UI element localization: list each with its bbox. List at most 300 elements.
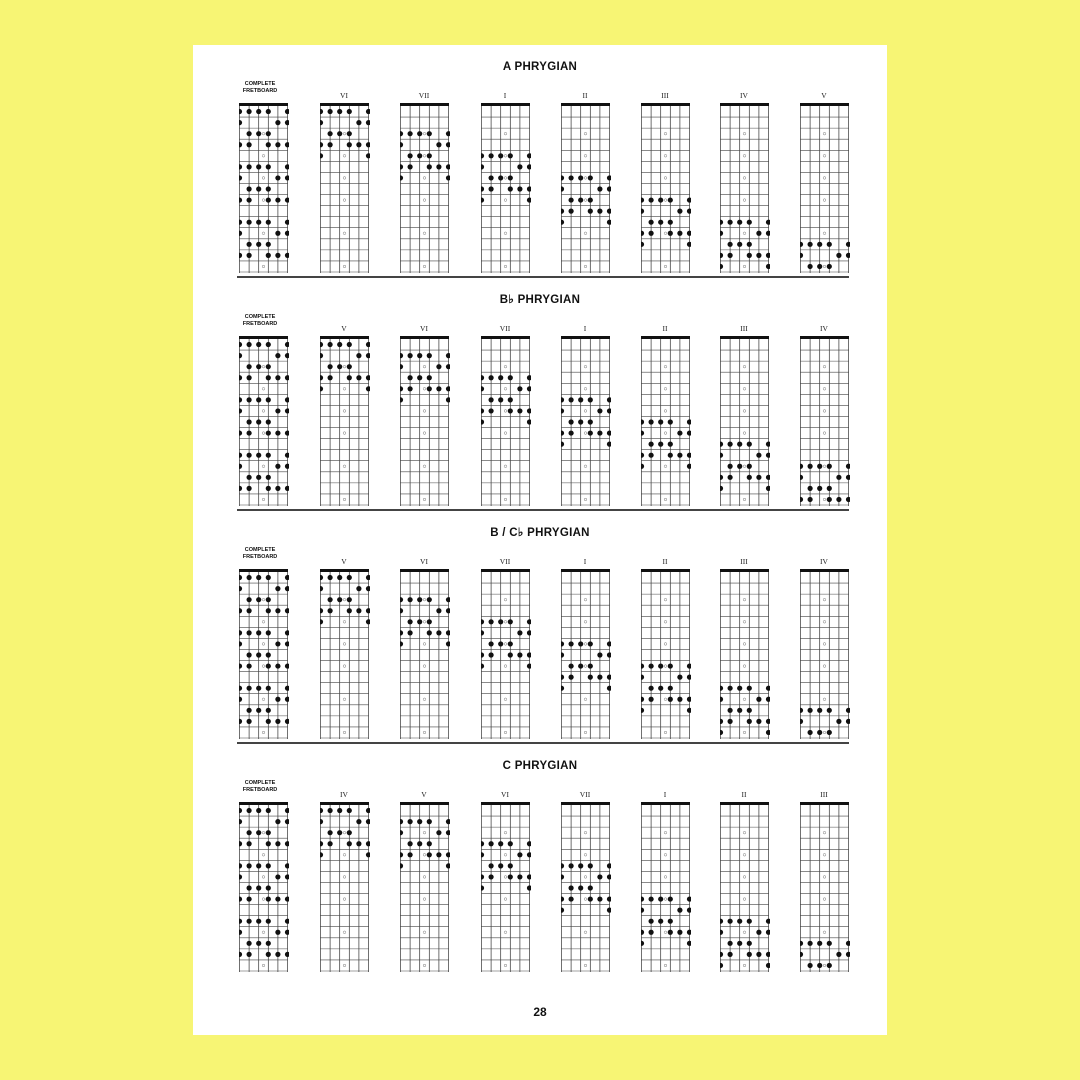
scale-dot — [446, 830, 450, 835]
scale-dot — [578, 197, 583, 202]
scale-dot — [239, 686, 242, 691]
scale-dot — [239, 408, 242, 413]
scale-dot — [256, 575, 261, 580]
scale-dot — [800, 952, 803, 957]
scale-dot — [481, 841, 484, 846]
inlay-marker — [664, 964, 667, 967]
scale-dot — [597, 652, 602, 657]
scale-dot — [366, 586, 370, 591]
scale-dot — [256, 919, 261, 924]
scale-dot — [668, 419, 673, 424]
scale-dot — [808, 497, 813, 502]
scale-dot — [766, 453, 770, 458]
position-numeral: II — [582, 91, 588, 100]
scale-dot — [417, 619, 422, 624]
scale-dot — [247, 863, 252, 868]
inlay-marker — [664, 598, 667, 601]
scale-dot — [527, 419, 531, 424]
scale-dot — [320, 375, 323, 380]
inlay-marker — [423, 731, 426, 734]
scale-dot — [400, 164, 403, 169]
inlay-marker — [664, 731, 667, 734]
scale-dot — [266, 242, 271, 247]
scale-dot — [489, 874, 494, 879]
inlay-marker — [343, 132, 346, 135]
scale-dot — [266, 342, 271, 347]
inlay-marker — [343, 199, 346, 202]
scale-dot — [658, 442, 663, 447]
scale-dot — [256, 109, 261, 114]
inlay-marker — [664, 876, 667, 879]
scale-dot — [266, 475, 271, 480]
scale-dot — [436, 164, 441, 169]
inlay-marker — [823, 177, 826, 180]
scale-dot — [247, 686, 252, 691]
scale-dot — [517, 386, 522, 391]
scale-section — [193, 511, 887, 744]
position-fretboard-diagram — [720, 336, 770, 508]
scale-dot — [239, 175, 242, 180]
scale-dot — [489, 841, 494, 846]
scale-dot — [239, 808, 242, 813]
scale-dot — [846, 719, 850, 724]
scale-dot — [275, 353, 280, 358]
scale-dot — [239, 142, 242, 147]
inlay-marker — [423, 232, 426, 235]
scale-dot — [285, 697, 289, 702]
inlay-marker — [743, 465, 746, 468]
scale-dot — [607, 430, 611, 435]
scale-dot — [720, 952, 723, 957]
scale-dot — [578, 863, 583, 868]
scale-dot — [247, 652, 252, 657]
scale-dot — [366, 375, 370, 380]
scale-dot — [275, 663, 280, 668]
inlay-marker — [823, 199, 826, 202]
scale-dot — [756, 475, 761, 480]
inlay-marker — [504, 831, 507, 834]
scale-dot — [508, 841, 513, 846]
scale-dot — [436, 386, 441, 391]
scale-dot — [561, 408, 564, 413]
scale-dot — [737, 220, 742, 225]
scale-dot — [766, 686, 770, 691]
scale-dot — [285, 586, 289, 591]
scale-dot — [247, 186, 252, 191]
scale-dot — [569, 175, 574, 180]
scale-dot — [649, 419, 654, 424]
scale-dot — [498, 153, 503, 158]
scale-dot — [266, 197, 271, 202]
scale-dot — [427, 819, 432, 824]
position-fretboard-diagram — [320, 802, 370, 974]
inlay-marker — [743, 621, 746, 624]
position-fretboard-diagram — [641, 802, 691, 974]
scale-dot — [641, 663, 644, 668]
scale-dot — [356, 608, 361, 613]
scale-dot — [239, 353, 242, 358]
scale-dot — [347, 342, 352, 347]
scale-dot — [400, 142, 403, 147]
scale-dot — [285, 231, 289, 236]
scale-dot — [256, 242, 261, 247]
scale-dot — [446, 142, 450, 147]
scale-dot — [239, 109, 242, 114]
inlay-marker — [743, 365, 746, 368]
scale-dot — [247, 142, 252, 147]
scale-dot — [239, 486, 242, 491]
scale-dot — [337, 131, 342, 136]
inlay-marker — [743, 132, 746, 135]
inlay-marker — [664, 155, 667, 158]
inlay-marker — [423, 898, 426, 901]
nut-bar — [239, 103, 288, 106]
scale-dot — [808, 708, 813, 713]
scale-dot — [649, 697, 654, 702]
position-fretboard-diagram — [561, 802, 611, 974]
scale-dot — [481, 663, 484, 668]
scale-dot — [239, 575, 242, 580]
scale-dot — [569, 863, 574, 868]
scale-dot — [527, 164, 531, 169]
scale-dot — [489, 186, 494, 191]
inlay-marker — [504, 465, 507, 468]
scale-dot — [597, 209, 602, 214]
scale-dot — [827, 464, 832, 469]
inlay-marker — [504, 498, 507, 501]
scale-dot — [481, 852, 484, 857]
scale-dot — [687, 453, 691, 458]
scale-dot — [498, 397, 503, 402]
section-title: C PHRYGIAN — [502, 760, 578, 772]
inlay-marker — [423, 621, 426, 624]
nut-bar — [320, 802, 369, 805]
scale-dot — [408, 375, 413, 380]
scale-dot — [800, 253, 803, 258]
scale-dot — [275, 464, 280, 469]
position-numeral: II — [662, 557, 668, 566]
scale-dot — [508, 175, 513, 180]
scale-dot — [408, 386, 413, 391]
scale-dot — [275, 486, 280, 491]
nut-bar — [481, 336, 530, 339]
scale-dot — [728, 941, 733, 946]
scale-dot — [446, 364, 450, 369]
inlay-marker — [584, 232, 587, 235]
scale-dot — [446, 608, 450, 613]
scale-dot — [446, 175, 450, 180]
scale-dot — [747, 686, 752, 691]
scale-dot — [561, 908, 564, 913]
scale-dot — [756, 453, 761, 458]
position-numeral: I — [583, 324, 587, 333]
scale-dot — [766, 220, 770, 225]
scale-dot — [328, 364, 333, 369]
scale-dot — [266, 608, 271, 613]
scale-dot — [836, 475, 841, 480]
scale-dot — [356, 375, 361, 380]
inlay-marker — [664, 643, 667, 646]
inlay-marker — [262, 177, 265, 180]
inlay-marker — [262, 931, 265, 934]
scale-dot — [247, 475, 252, 480]
inlay-marker — [743, 432, 746, 435]
scale-dot — [366, 109, 370, 114]
scale-dot — [285, 164, 289, 169]
complete-label-line: COMPLETE — [244, 780, 276, 786]
scale-dot — [247, 375, 252, 380]
scale-dot — [517, 630, 522, 635]
scale-dot — [687, 419, 691, 424]
scale-dot — [808, 264, 813, 269]
scale-dot — [649, 930, 654, 935]
scale-dot — [436, 830, 441, 835]
scale-dot — [817, 242, 822, 247]
scale-dot — [747, 708, 752, 713]
scale-dot — [337, 575, 342, 580]
scale-dot — [417, 131, 422, 136]
inlay-marker — [664, 365, 667, 368]
scale-dot — [356, 841, 361, 846]
scale-dot — [446, 863, 450, 868]
scale-dot — [247, 808, 252, 813]
scale-dot — [239, 464, 242, 469]
position-numeral: VI — [501, 790, 509, 799]
scale-dot — [766, 697, 770, 702]
scale-dot — [285, 342, 289, 347]
inlay-marker — [423, 698, 426, 701]
scale-dot — [417, 819, 422, 824]
inlay-marker — [262, 465, 265, 468]
scale-dot — [597, 874, 602, 879]
scale-dot — [846, 464, 850, 469]
scale-dot — [266, 808, 271, 813]
scale-section — [193, 744, 887, 977]
complete-label-line: FRETBOARD — [242, 87, 278, 94]
nut-bar — [800, 802, 849, 805]
scale-dot — [285, 863, 289, 868]
scale-dot — [275, 231, 280, 236]
inlay-marker — [584, 931, 587, 934]
inlay-marker — [584, 155, 587, 158]
scale-dot — [578, 397, 583, 402]
inlay-marker — [584, 621, 587, 624]
scale-dot — [366, 808, 370, 813]
position-numeral: I — [503, 91, 507, 100]
scale-dot — [649, 220, 654, 225]
scale-dot — [328, 608, 333, 613]
scale-dot — [747, 253, 752, 258]
scale-dot — [728, 242, 733, 247]
inlay-marker — [343, 498, 346, 501]
scale-dot — [561, 209, 564, 214]
scale-dot — [328, 808, 333, 813]
scale-dot — [356, 586, 361, 591]
nut-bar — [400, 802, 449, 805]
position-fretboard-diagram — [720, 103, 770, 275]
scale-dot — [517, 874, 522, 879]
scale-dot — [720, 442, 723, 447]
position-numeral: III — [661, 91, 669, 100]
inlay-marker — [262, 365, 265, 368]
inlay-marker — [504, 410, 507, 413]
inlay-marker — [423, 931, 426, 934]
inlay-marker — [262, 265, 265, 268]
inlay-marker — [823, 432, 826, 435]
inlay-marker — [262, 232, 265, 235]
scale-dot — [347, 608, 352, 613]
scale-dot — [328, 575, 333, 580]
position-fretboard-diagram — [481, 336, 531, 508]
inlay-marker — [343, 698, 346, 701]
inlay-marker — [504, 731, 507, 734]
scale-dot — [256, 830, 261, 835]
scale-dot — [446, 630, 450, 635]
scale-dot — [808, 730, 813, 735]
inlay-marker — [262, 665, 265, 668]
inlay-marker — [584, 388, 587, 391]
scale-dot — [658, 919, 663, 924]
scale-dot — [446, 597, 450, 602]
complete-fretboard-diagram — [239, 103, 289, 275]
scale-dot — [446, 386, 450, 391]
scale-dot — [256, 597, 261, 602]
inlay-marker — [423, 432, 426, 435]
scale-dot — [400, 364, 403, 369]
scale-dot — [285, 952, 289, 957]
scale-dot — [508, 652, 513, 657]
scale-section — [193, 278, 887, 511]
position-numeral: V — [341, 324, 347, 333]
scale-dot — [239, 220, 242, 225]
scale-dot — [649, 686, 654, 691]
scale-dot — [597, 675, 602, 680]
inlay-marker — [743, 598, 746, 601]
scale-dot — [247, 885, 252, 890]
scale-dot — [607, 874, 611, 879]
scale-dot — [607, 641, 611, 646]
inlay-marker — [584, 876, 587, 879]
scale-dot — [247, 109, 252, 114]
scale-dot — [247, 164, 252, 169]
inlay-marker — [262, 621, 265, 624]
inlay-marker — [584, 665, 587, 668]
nut-bar — [641, 802, 690, 805]
scale-dot — [408, 153, 413, 158]
scale-dot — [737, 686, 742, 691]
scale-dot — [808, 242, 813, 247]
scale-dot — [808, 963, 813, 968]
scale-dot — [527, 630, 531, 635]
scale-dot — [578, 175, 583, 180]
scale-dot — [489, 375, 494, 380]
scale-dot — [527, 841, 531, 846]
nut-bar — [561, 103, 610, 106]
scale-dot — [677, 231, 682, 236]
scale-dot — [285, 120, 289, 125]
scale-dot — [347, 597, 352, 602]
scale-dot — [836, 952, 841, 957]
scale-dot — [808, 464, 813, 469]
scale-dot — [649, 453, 654, 458]
scale-dot — [527, 408, 531, 413]
scale-dot — [508, 408, 513, 413]
inlay-marker — [743, 731, 746, 734]
scale-dot — [285, 397, 289, 402]
scale-dot — [366, 619, 370, 624]
scale-dot — [747, 919, 752, 924]
inlay-marker — [423, 498, 426, 501]
inlay-marker — [664, 177, 667, 180]
scale-dot — [569, 641, 574, 646]
inlay-marker — [584, 964, 587, 967]
inlay-marker — [823, 265, 826, 268]
inlay-marker — [504, 876, 507, 879]
scale-dot — [427, 619, 432, 624]
scale-dot — [285, 486, 289, 491]
inlay-marker — [504, 155, 507, 158]
scale-dot — [239, 430, 242, 435]
scale-dot — [561, 896, 564, 901]
scale-dot — [588, 209, 593, 214]
complete-fretboard-label — [235, 547, 285, 560]
scale-dot — [720, 486, 723, 491]
scale-dot — [561, 874, 564, 879]
scale-dot — [578, 885, 583, 890]
position-fretboard-diagram — [481, 802, 531, 974]
inlay-marker — [343, 388, 346, 391]
inlay-marker — [504, 698, 507, 701]
scale-dot — [320, 386, 323, 391]
scale-dot — [508, 641, 513, 646]
scale-dot — [256, 220, 261, 225]
inlay-marker — [584, 831, 587, 834]
scale-dot — [569, 430, 574, 435]
scale-dot — [827, 730, 832, 735]
inlay-marker — [743, 498, 746, 501]
position-fretboard-diagram — [800, 103, 850, 275]
scale-dot — [728, 719, 733, 724]
inlay-marker — [584, 177, 587, 180]
scale-dot — [275, 430, 280, 435]
inlay-marker — [423, 876, 426, 879]
scale-dot — [247, 841, 252, 846]
scale-dot — [527, 197, 531, 202]
scale-dot — [720, 719, 723, 724]
nut-bar — [641, 103, 690, 106]
inlay-marker — [664, 232, 667, 235]
scale-dot — [489, 408, 494, 413]
inlay-marker — [343, 432, 346, 435]
scale-dot — [668, 686, 673, 691]
scale-dot — [285, 197, 289, 202]
position-fretboard-diagram — [320, 103, 370, 275]
inlay-marker — [504, 598, 507, 601]
scale-dot — [400, 641, 403, 646]
scale-dot — [481, 619, 484, 624]
scale-dot — [400, 353, 403, 358]
scale-dot — [266, 630, 271, 635]
scale-dot — [578, 419, 583, 424]
scale-dot — [766, 264, 770, 269]
inlay-marker — [343, 898, 346, 901]
scale-dot — [417, 353, 422, 358]
scale-dot — [366, 608, 370, 613]
scale-dot — [247, 397, 252, 402]
inlay-marker — [343, 177, 346, 180]
inlay-marker — [262, 964, 265, 967]
inlay-marker — [423, 388, 426, 391]
